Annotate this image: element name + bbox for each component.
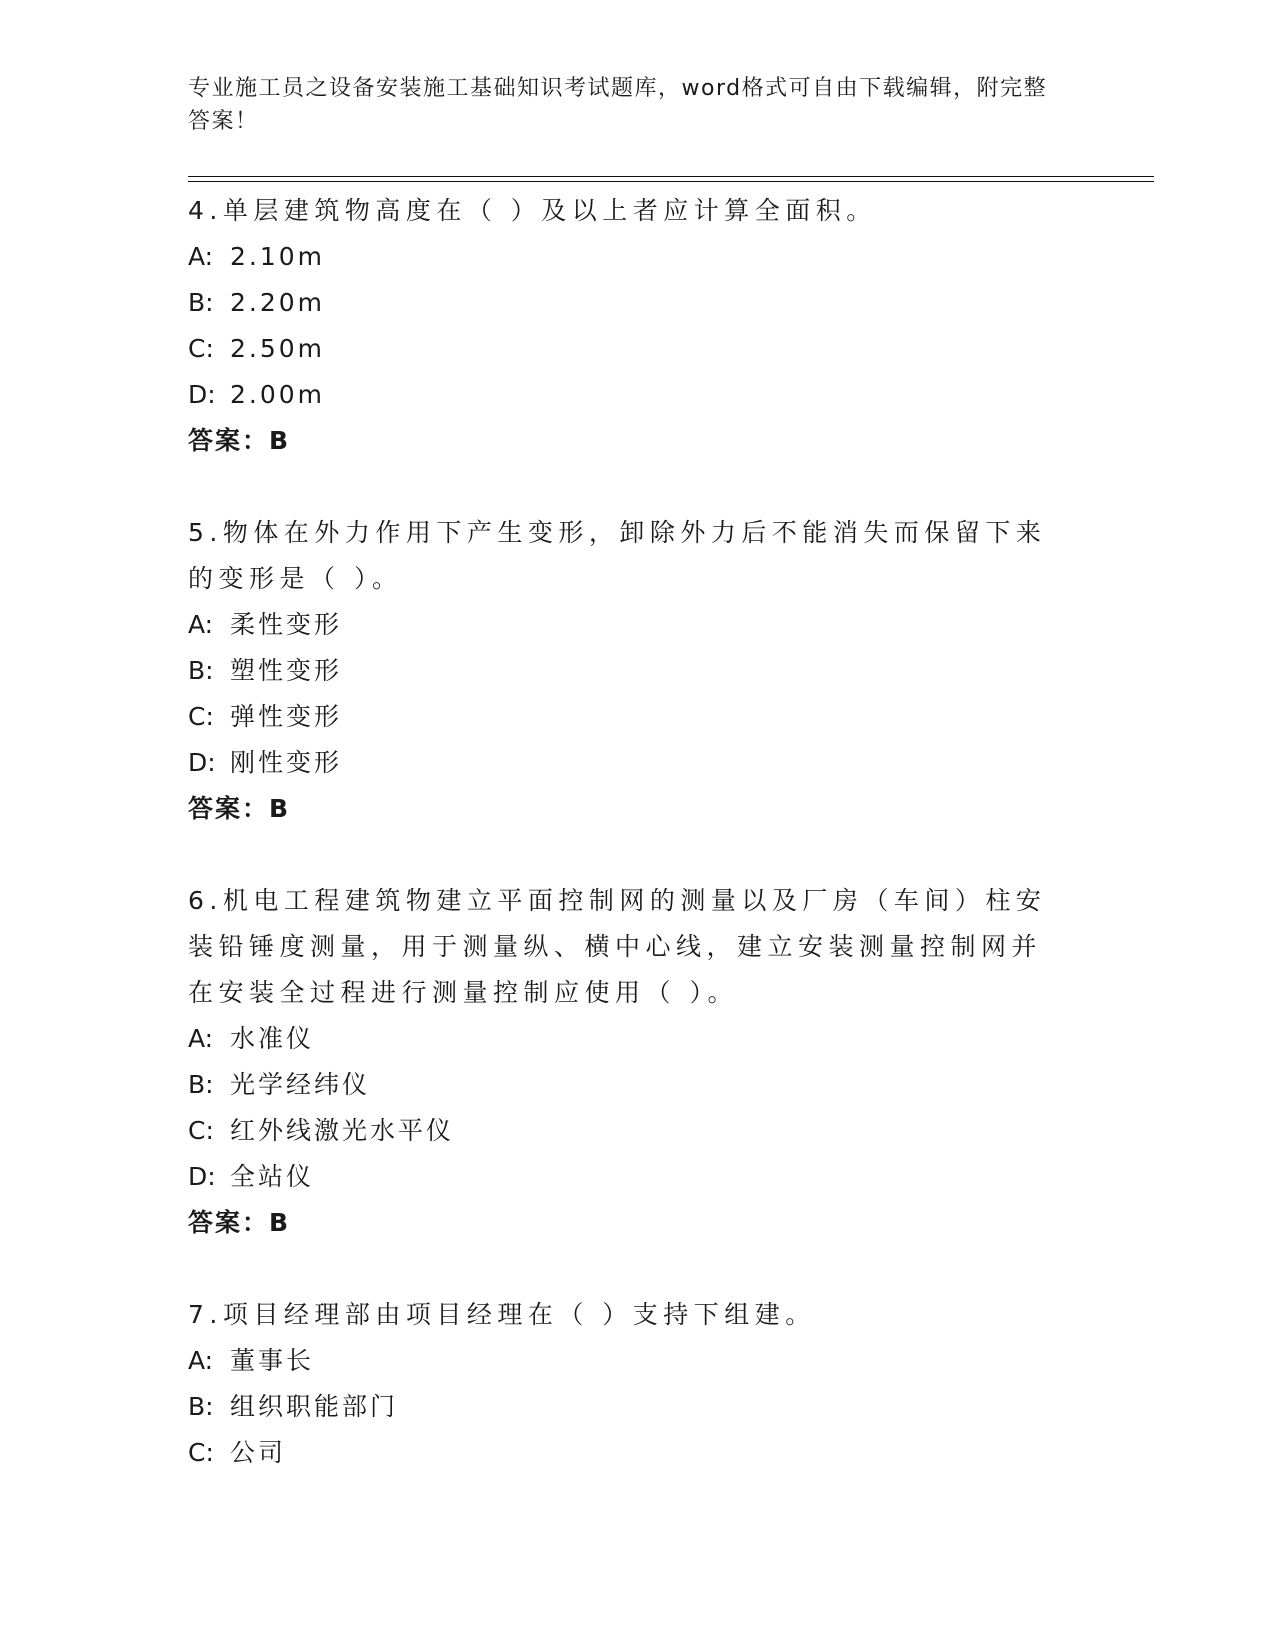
option-d — [188, 740, 1068, 786]
option-c — [188, 694, 1068, 740]
option-a — [188, 1338, 1068, 1384]
option-b — [188, 280, 1068, 326]
question-text: 4.单层建筑物高度在（ ）及以上者应计算全面积。 — [188, 196, 877, 225]
option-text: 弹性变形 — [230, 702, 343, 731]
option-text: 刚性变形 — [230, 748, 343, 777]
answer: 答案：B — [188, 794, 291, 823]
option-letter: B: — [188, 1392, 214, 1421]
option-text: 2.10m — [230, 242, 326, 271]
option-letter: B: — [188, 1070, 214, 1099]
option-text: 董事长 — [230, 1346, 315, 1375]
option-letter: C: — [188, 1438, 214, 1467]
question-list — [188, 188, 1068, 1522]
header-divider-top — [188, 176, 1154, 177]
option-a — [188, 234, 1068, 280]
question-5 — [188, 510, 1068, 832]
option-letter: A: — [188, 1346, 214, 1375]
document-header: 专业施工员之设备安装施工基础知识考试题库，word格式可自由下载编辑，附完整答案！ — [188, 76, 1048, 134]
option-c — [188, 326, 1068, 372]
question-6 — [188, 878, 1068, 1246]
option-letter: D: — [188, 1162, 216, 1191]
question-text: 5.物体在外力作用下产生变形，卸除外力后不能消失而保留下来的变形是（ ）。 — [188, 518, 1047, 593]
header-divider-bottom — [188, 181, 1154, 182]
option-text: 公司 — [230, 1438, 287, 1467]
answer: 答案：B — [188, 1208, 291, 1237]
option-letter: C: — [188, 1116, 214, 1145]
option-text: 2.50m — [230, 334, 326, 363]
answer: 答案：B — [188, 426, 291, 455]
question-text: 7.项目经理部由项目经理在（ ）支持下组建。 — [188, 1300, 816, 1329]
option-a — [188, 1016, 1068, 1062]
option-text: 红外线激光水平仪 — [230, 1116, 455, 1145]
option-text: 2.00m — [230, 380, 326, 409]
option-letter: D: — [188, 380, 216, 409]
option-d — [188, 372, 1068, 418]
option-letter: B: — [188, 288, 214, 317]
option-b — [188, 1384, 1068, 1430]
option-b — [188, 1062, 1068, 1108]
option-c — [188, 1430, 1068, 1476]
option-letter: D: — [188, 748, 216, 777]
option-letter: C: — [188, 702, 214, 731]
option-b — [188, 648, 1068, 694]
option-letter: C: — [188, 334, 214, 363]
option-text: 水准仪 — [230, 1024, 315, 1053]
option-text: 2.20m — [230, 288, 326, 317]
option-letter: A: — [188, 242, 214, 271]
option-text: 塑性变形 — [230, 656, 343, 685]
option-letter: A: — [188, 1024, 214, 1053]
question-text: 6.机电工程建筑物建立平面控制网的测量以及厂房（车间）柱安装铅锤度测量，用于测量纵、横中心线，建立安装测量控制网并在安装全过程进行测量控制应使用（ ）。 — [188, 886, 1047, 1007]
option-text: 组织职能部门 — [230, 1392, 399, 1421]
option-c — [188, 1108, 1068, 1154]
option-text: 光学经纬仪 — [230, 1070, 371, 1099]
option-letter: B: — [188, 656, 214, 685]
option-d — [188, 1154, 1068, 1200]
option-a — [188, 602, 1068, 648]
option-text: 全站仪 — [230, 1162, 315, 1191]
question-7 — [188, 1292, 1068, 1476]
question-4 — [188, 188, 1068, 464]
option-text: 柔性变形 — [230, 610, 343, 639]
option-letter: A: — [188, 610, 214, 639]
